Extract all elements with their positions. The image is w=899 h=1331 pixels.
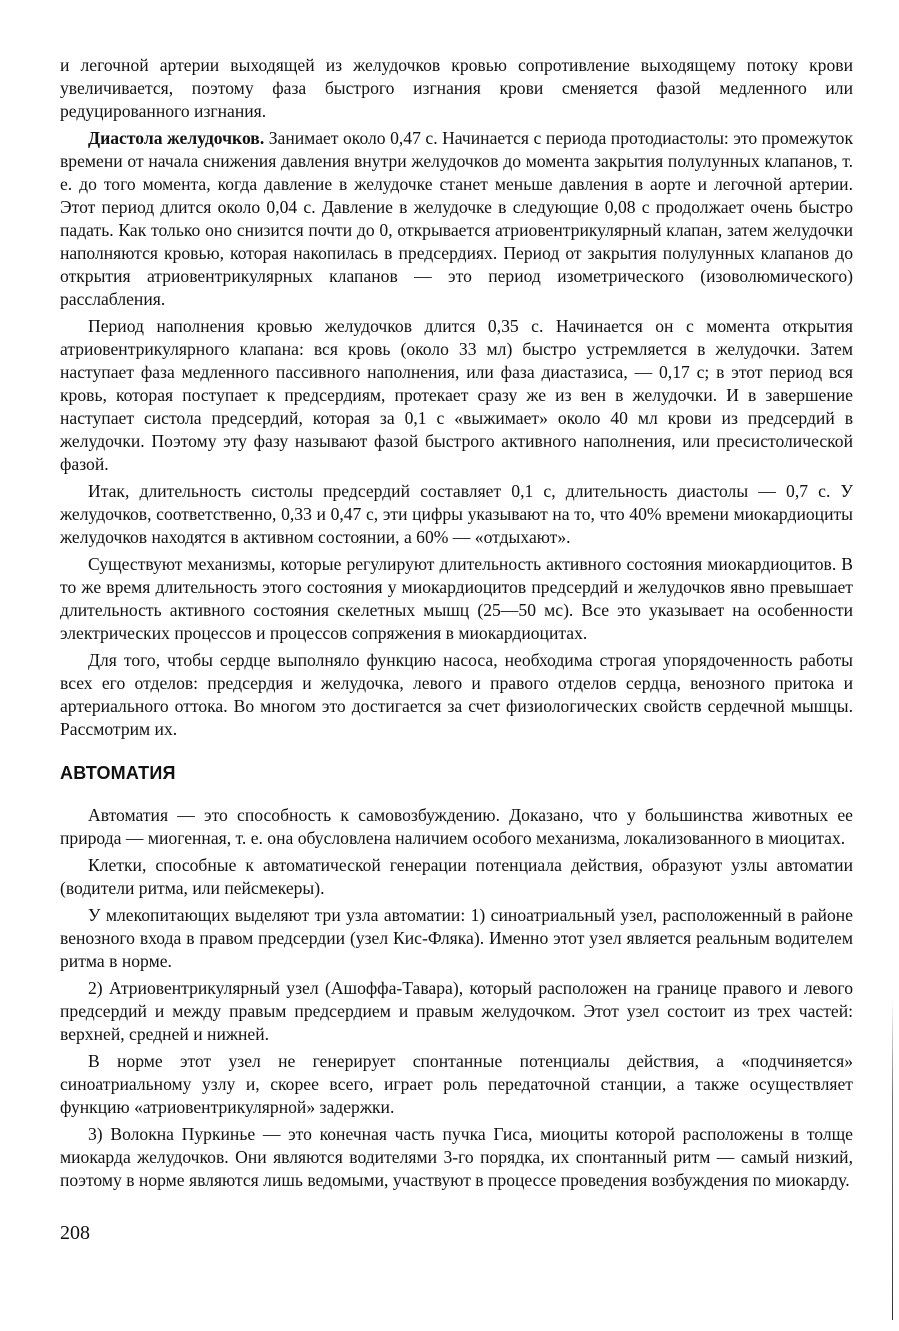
paragraph-durations-summary: Итак, длительность систолы предсердий составляет 0,1 с, длительность диастолы — 0,7 с. У желудочков, соответственно, 0,33 и 0,47 с, эти цифры указывают на то, что 40% времени миокардиоциты желудочков находятся в активном состоянии, а 60% — «отдыхают».	[60, 481, 853, 547]
paragraph-filling-period: Период наполнения кровью желудочков длится 0,35 с. Начинается он с момента открытия атриовентрикулярного клапана: вся кровь (около 33 мл) быстро устремляется в желудочки. Затем наступает фаза медленного пассивного наполнения, или фаза диастазиса, — 0,17 с; в этот период вся кровь, которая поступает к предсердиям, протекает сразу же из вен в желудочки. И в завершение наступает систола предсердий, которая за 0,1 с «выжимает» около 40 мл крови из предсердий в желудочки. Поэтому эту фазу называют фазой быстрого активного наполнения, или пресистолической фазой.	[60, 316, 853, 474]
paragraph-continuation: и легочной артерии выходящей из желудочков кровью сопротивление выходящему потоку крови увеличивается, поэтому фаза быстрого изгнания крови сменяется фазой медленного или редуцированного изгнания.	[60, 55, 853, 121]
paragraph-pacemaker-cells: Клетки, способные к автоматической генерации потенциала действия, образуют узлы автоматии (водители ритма, или пейсмекеры).	[60, 855, 853, 898]
scan-edge-shadow	[892, 1000, 893, 1320]
paragraph-av-node-function: В норме этот узел не генерирует спонтанные потенциалы действия, а «подчиняется» синоатриальному узлу и, скорее всего, играет роль передаточной станции, а также осуществляет функцию «атриовентрикулярной» задержки.	[60, 1051, 853, 1117]
paragraph-text: Занимает около 0,47 с. Начинается с периода протодиастолы: это промежуток времени от начала снижения давления внутри желудочков до момента закрытия полулунных клапанов, т. е. до того момента, когда давление в желудочке станет меньше давления в аорте и легочной артерии. Этот период длится около 0,04 с. Давление в желудочке в следующие 0,08 с продолжает очень быстро падать. Как только оно снизится почти до 0, открывается атриовентрикулярный клапан, затем желудочки наполняются кровью, которая накопилась в предсердиях. Период от закрытия полулунных клапанов до открытия атриовентрикулярных клапанов — это период изометрического (изоволюмического) расслабления.	[60, 128, 854, 309]
page-body	[60, 54, 853, 1196]
paragraph-purkinje-fibers: 3) Волокна Пуркинье — это конечная часть пучка Гиса, миоциты которой расположены в толще миокарда желудочков. Они являются водителями 3-го порядка, их спонтанный ритм — самый низкий, поэтому в норме являются лишь ведомыми, участвуют в процессе проведения возбуждения по миокарду.	[60, 1124, 853, 1190]
paragraph-regulation-mechanisms: Существуют механизмы, которые регулируют длительность активного состояния миокардиоцитов. В то же время длительность этого состояния у миокардиоцитов предсердий и желудочков явно превышает длительность активного состояния скелетных мышц (25—50 мс). Все это указывает на особенности электрических процессов и процессов сопряжения в миокардиоцитах.	[60, 554, 853, 643]
paragraph-sinoatrial-node: У млекопитающих выделяют три узла автоматии: 1) синоатриальный узел, расположенный в районе венозного входа в правом предсердии (узел Кис-Фляка). Именно этот узел является реальным водителем ритма в норме.	[60, 905, 853, 971]
paragraph-automatism-definition: Автоматия — это способность к самовозбуждению. Доказано, что у большинства животных ее природа — миогенная, т. е. она обусловлена наличием особого механизма, локализованного в миоцитах.	[60, 805, 853, 848]
paragraph-atrioventricular-node: 2) Атриовентрикулярный узел (Ашоффа-Тавара), который расположен на границе правого и левого предсердий и между правым предсердием и правым желудочком. Этот узел состоит из трех частей: верхней, средней и нижней.	[60, 978, 853, 1044]
paragraph-ventricular-diastole	[60, 127, 853, 311]
page-number: 208	[60, 1222, 90, 1244]
section-heading-automatism: АВТОМАТИЯ	[60, 763, 176, 783]
paragraph-lead-term: Диастола желудочков.	[88, 128, 265, 148]
paragraph-pump-function: Для того, чтобы сердце выполняло функцию насоса, необходима строгая упорядоченность работы всех его отделов: предсердия и желудочка, левого и правого отделов сердца, венозного притока и артериального оттока. Во многом это достигается за счет физиологических свойств сердечной мышцы. Рассмотрим их.	[60, 650, 853, 739]
